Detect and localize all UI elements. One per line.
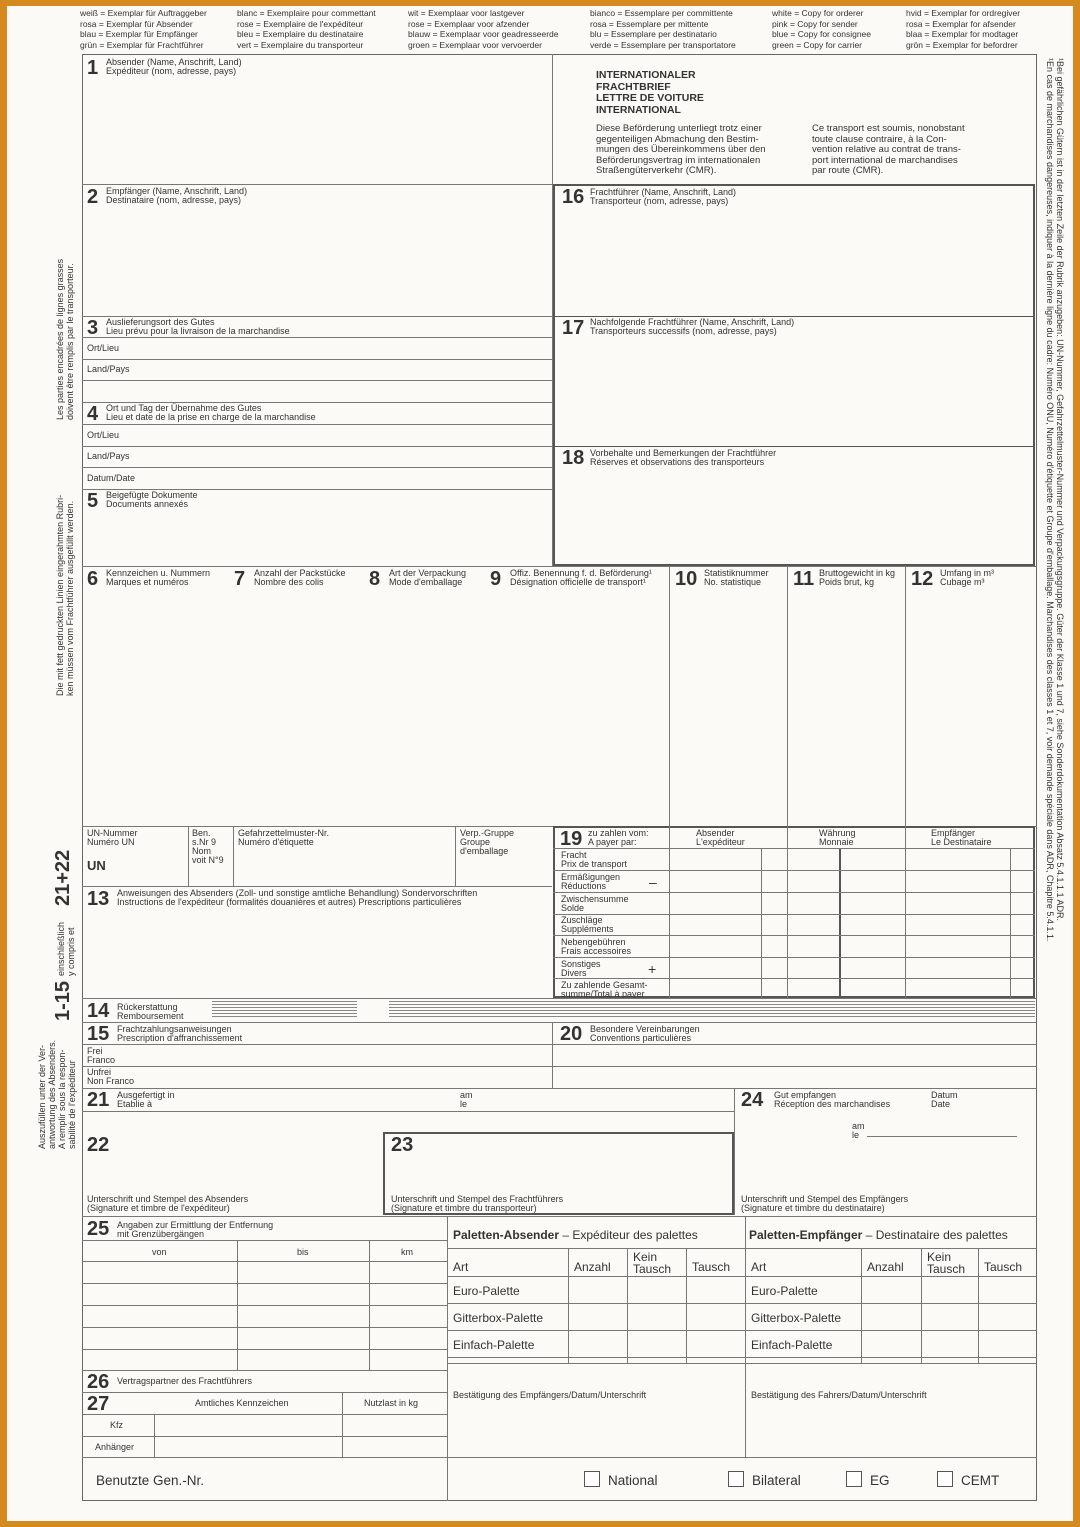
- field-24-date-label: Datum Date: [931, 1090, 958, 1109]
- field-18-label: Vorbehalte und Bemerkungen der Frachtführer Réserves et observations des transporteurs: [590, 448, 777, 467]
- field-9-number: 9: [490, 568, 502, 590]
- currency-label: Währung Monnaie: [819, 828, 856, 847]
- pallets-sender-col-header: Tausch: [692, 1260, 731, 1274]
- pallets-sender-row-label: Einfach-Palette: [453, 1338, 535, 1352]
- side-text-left-bottom: Auszufüllen unter der Ver- antwortung des Absenders. A remplir sous la respon- sabilité de l'expéditeur: [37, 1039, 77, 1149]
- field-21-date-label: am le: [460, 1090, 473, 1109]
- field-4-ort: Ort/Lieu: [87, 430, 120, 440]
- reductions-label: Ermäßigungen Réductions: [561, 872, 621, 891]
- trailer-label: Anhänger: [95, 1442, 135, 1452]
- field-5-number: 5: [87, 490, 99, 512]
- bilateral-checkbox[interactable]: [728, 1471, 744, 1487]
- total-label: Zu zahlende Gesamt- summe/Total à payer: [561, 980, 648, 999]
- carrier-box: [553, 184, 1035, 566]
- pallets-sender-col-header: Art: [453, 1260, 469, 1274]
- header-title: INTERNATIONALER FRACHTBRIEF LETTRE DE VOITURE INTERNATIONAL: [596, 69, 704, 116]
- field-12-number: 12: [911, 568, 934, 590]
- payload-label: Nutzlast in kg: [364, 1398, 419, 1408]
- pallets-receiver-col-header: Kein Tausch: [927, 1250, 966, 1276]
- copy-legend-col-6: hvid = Exemplar for ordregiver rosa = Exemplar for afsender blaa = Exemplar for modtager grön = Exemplar for befordrer: [906, 8, 1021, 50]
- pallets-receiver-row-label: Einfach-Palette: [751, 1338, 833, 1352]
- field-8-number: 8: [369, 568, 381, 590]
- field-8-label: Art der Verpackung Mode d'emballage: [389, 568, 467, 587]
- cemt-label: CEMT: [961, 1473, 1000, 1488]
- field-24-am-le: am le: [852, 1121, 865, 1140]
- eg-label: EG: [870, 1473, 890, 1488]
- field-24-label: Gut empfangen Réception des marchandises: [774, 1090, 891, 1109]
- field-1-number: 1: [87, 57, 99, 79]
- field-15-label: Frachtzahlungsanweisungen Prescription d'affranchissement: [117, 1024, 243, 1043]
- field-10-number: 10: [675, 568, 698, 590]
- un-name-ref-label: Ben. s.Nr 9 Nom voit N°9: [192, 828, 224, 865]
- pallets-receiver-row-label: Gitterbox-Palette: [751, 1311, 842, 1325]
- field-19-label: zu zahlen vom: A payer par:: [588, 828, 649, 847]
- field-26-label: Vertragspartner des Frachtführers: [117, 1376, 253, 1386]
- side-text-left-mid: Die mit fett gedruckten Linien eingerahmten Rubri- ken müssen vom Frachtführer ausgefüllt werden.: [55, 494, 75, 696]
- national-label: National: [608, 1473, 658, 1488]
- field-5-label: Beigefügte Dokumente Documents annexés: [106, 490, 198, 509]
- copy-legend-col-1: weiß = Exemplar für Auftraggeber rosa = Exemplar für Absender blau = Exemplar für Empfänger grün = Exemplar für Frachtführer: [80, 8, 207, 50]
- field-17-number: 17: [562, 317, 585, 339]
- field-6-label: Kennzeichen u. Nummern Marques et numéros: [106, 568, 211, 587]
- copy-legend-col-4: bianco = Essemplare per committente rosa = Essemplare per mittente blu = Essemplare per destinatario verde = Essemplare per transportatore: [590, 8, 736, 50]
- non-franco-label: Unfrei Non Franco: [87, 1067, 135, 1086]
- field-25-label: Angaben zur Ermittlung der Entfernung mit Grenzübergängen: [117, 1220, 274, 1239]
- field-14-number: 14: [87, 1000, 110, 1022]
- field-7-label: Anzahl der Packstücke Nombre des colis: [254, 568, 346, 587]
- field-22-number: 22: [87, 1134, 110, 1156]
- side-range-21-22: 21+22: [52, 849, 74, 906]
- field-16-label: Frachtführer (Name, Anschrift, Land) Transporteur (nom, adresse, pays): [590, 187, 737, 206]
- field-13-label: Anweisungen des Absenders (Zoll- und sonstige amtliche Behandlung) Sondervorschriften Instructions de l'expéditeur (formalités douanières et autres) Prescriptions particulières: [117, 888, 478, 907]
- field-11-number: 11: [793, 568, 815, 590]
- bilateral-label: Bilateral: [752, 1473, 801, 1488]
- field-27-label: Amtliches Kennzeichen: [195, 1398, 289, 1408]
- field-18-number: 18: [562, 447, 585, 469]
- field-22-label: Unterschrift und Stempel des Absenders (Signature et timbre de l'expéditeur): [87, 1194, 249, 1213]
- pallets-receiver-confirmation: Bestätigung des Fahrers/Datum/Unterschrift: [751, 1390, 927, 1400]
- field-14-label: Rückerstattung Remboursement: [117, 1002, 184, 1021]
- hazard-label-number-label: Gefahrzettelmuster-Nr. Numéro d'étiquette: [238, 828, 330, 847]
- copy-legend-col-2: blanc = Exemplaire pour commettant rose = Exemplaire de l'expéditeur bleu = Exemplaire du destinataire vert = Exemplaire du transporteur: [237, 8, 376, 50]
- field-4-datum: Datum/Date: [87, 473, 136, 483]
- pallets-receiver-title: Paletten-Empfänger – Destinataire des palettes: [749, 1228, 1008, 1242]
- field-4-land: Land/Pays: [87, 451, 130, 461]
- field-3-land: Land/Pays: [87, 364, 130, 374]
- field-24-number: 24: [741, 1089, 764, 1111]
- side-range-1-15: 1-15: [52, 980, 74, 1021]
- field-27-number: 27: [87, 1393, 110, 1415]
- field-20-label: Besondere Vereinbarungen Conventions particulières: [590, 1024, 700, 1043]
- freight-label: Fracht Prix de transport: [561, 850, 628, 869]
- field-9-label: Offiz. Benennung f. d. Beförderung¹ Désignation officielle de transport¹: [510, 568, 652, 587]
- pallets-receiver-row-label: Euro-Palette: [751, 1284, 818, 1298]
- field-6-number: 6: [87, 568, 99, 590]
- header-text-fr: Ce transport est soumis, nonobstant toute clause contraire, à la Con- vention relative au contrat de trans- port international de marchandises par route (CMR).: [812, 123, 965, 176]
- field-10-label: Statistiknummer No. statistique: [704, 568, 769, 587]
- copy-legend-col-5: white = Copy for orderer pink = Copy for sender blue = Copy for consignee green = Copy for carrier: [772, 8, 871, 50]
- field-4-label: Ort und Tag der Übernahme des Gutes Lieu et date de la prise en charge de la marchandise: [106, 403, 316, 422]
- field-3-label: Auslieferungsort des Gutes Lieu prévu pour la livraison de la marchandise: [106, 317, 290, 336]
- field-23-number: 23: [391, 1134, 414, 1156]
- cemt-checkbox[interactable]: [937, 1471, 953, 1487]
- minus-sign: –: [649, 874, 657, 890]
- field-19-number: 19: [560, 828, 583, 850]
- pallets-receiver-col-header: Anzahl: [867, 1260, 904, 1274]
- field-16-number: 16: [562, 186, 585, 208]
- field-23-label: Unterschrift und Stempel des Frachtführers (Signature et timbre du transporteur): [391, 1194, 564, 1213]
- franco-label: Frei Franco: [87, 1046, 116, 1065]
- field-20-number: 20: [560, 1023, 583, 1045]
- packing-group-label: Verp.-Gruppe Groupe d'emballage: [460, 828, 515, 856]
- pallets-sender-confirmation: Bestätigung des Empfängers/Datum/Unterschrift: [453, 1390, 647, 1400]
- field-13-number: 13: [87, 888, 110, 910]
- field-26-number: 26: [87, 1371, 110, 1393]
- payer-sender-label: Absender L'expéditeur: [696, 828, 745, 847]
- cmr-form: [7, 6, 1073, 1521]
- miscellaneous-label: Sonstiges Divers: [561, 959, 601, 978]
- route-to-header: bis: [297, 1247, 309, 1257]
- pallets-sender-col-header: Kein Tausch: [633, 1250, 672, 1276]
- pallets-sender-title: Paletten-Absender – Expéditeur des palettes: [453, 1228, 698, 1242]
- field-3-ort: Ort/Lieu: [87, 343, 120, 353]
- payer-receiver-label: Empfänger Le Destinataire: [931, 828, 992, 847]
- additional-costs-label: Nebengebühren Frais accessoires: [561, 937, 632, 956]
- plus-sign: +: [648, 961, 657, 977]
- supplements-label: Zuschläge Suppléments: [561, 915, 614, 934]
- route-from-header: von: [152, 1247, 167, 1257]
- side-text-incl: einschließlich y compris et: [56, 921, 76, 976]
- field-4-number: 4: [87, 403, 99, 425]
- pallets-receiver-col-header: Tausch: [984, 1260, 1023, 1274]
- field-25-number: 25: [87, 1218, 110, 1240]
- vehicle-label: Kfz: [110, 1420, 124, 1430]
- field-2-label: Empfänger (Name, Anschrift, Land) Destinataire (nom, adresse, pays): [106, 186, 248, 205]
- pallets-sender-row-label: Euro-Palette: [453, 1284, 520, 1298]
- field-21-label: Ausgefertigt in Etablie à: [117, 1090, 175, 1109]
- un-prefix: UN: [87, 858, 106, 873]
- subtotal-label: Zwischensumme Solde: [561, 894, 629, 913]
- route-km-header: km: [401, 1247, 413, 1257]
- copy-legend-col-3: wit = Exemplaar voor lastgever rose = Exemplaar voor afzender blauw = Exemplaar voor geadresseerde groen = Exemplaar voor vervoerder: [408, 8, 559, 50]
- pallets-sender-col-header: Anzahl: [574, 1260, 611, 1274]
- field-1-label: Absender (Name, Anschrift, Land) Expéditeur (nom, adresse, pays): [106, 57, 242, 76]
- side-text-right: ¹Bei gefährlichen Gütern ist in der letzten Zeile der Rubrik anzugeben: UN-Nummer, Gefahrzettelmuster-Nummer und Verpackungsgruppe. Güter der Klasse 1 und 7, siehe Sonderdokumentation Absatz 5.4.1.1.1 ADR. ¹En cas de marchandises dangereuses, indiquer à la dernière ligne du cadre: Numéro ONU, Numéro d'étiquette et Groupe d'emballage. Marchandises des classes 1 et 7, voir demande spéciale dans ADR, Chapitre 5.4.1.1.: [1045, 58, 1065, 942]
- field-15-number: 15: [87, 1023, 110, 1045]
- pallets-receiver-col-header: Art: [751, 1260, 767, 1274]
- field-2-number: 2: [87, 186, 99, 208]
- field-11-label: Bruttogewicht in kg Poids brut, kg: [819, 568, 896, 587]
- field-12-label: Umfang in m³ Cubage m³: [940, 568, 995, 587]
- eg-checkbox[interactable]: [846, 1471, 862, 1487]
- used-permit-number-label: Benutzte Gen.-Nr.: [96, 1473, 205, 1488]
- field-24-sign-label: Unterschrift und Stempel des Empfängers (Signature et timbre du destinataire): [741, 1194, 909, 1213]
- side-text-left-top: Les parties encadrées de lignes grasses doivent être remplis par le transporteur.: [55, 258, 75, 420]
- un-number-label: UN-Nummer Numéro UN: [87, 828, 138, 847]
- field-7-number: 7: [234, 568, 246, 590]
- header-text-de: Diese Beförderung unterliegt trotz einer gegenteiligen Abmachung den Bestim- mungen des Übereinkommens über den Beförderungsvertrag im internationalen Straßengüterverkehr (CMR).: [596, 123, 766, 176]
- field-3-number: 3: [87, 317, 99, 339]
- pallets-sender-row-label: Gitterbox-Palette: [453, 1311, 544, 1325]
- field-17-label: Nachfolgende Frachtführer (Name, Anschrift, Land) Transporteurs successifs (nom, adresse, pays): [590, 317, 795, 336]
- national-checkbox[interactable]: [584, 1471, 600, 1487]
- field-21-number: 21: [87, 1089, 110, 1111]
